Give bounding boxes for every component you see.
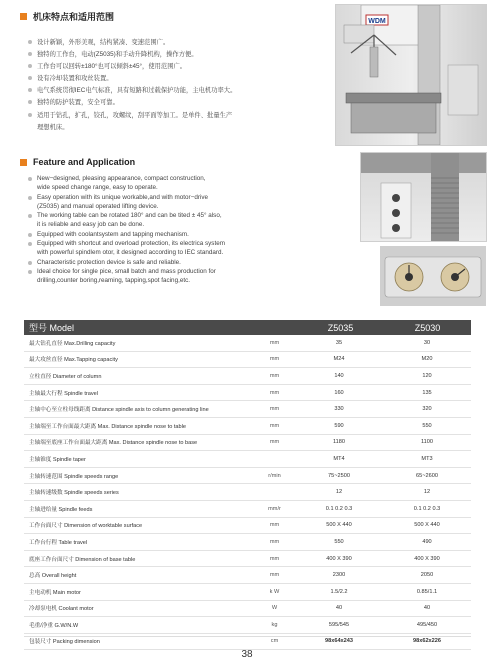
- table-row: [24, 534, 471, 551]
- table-row: [24, 335, 471, 352]
- spec-value-model2: 2050: [420, 572, 434, 579]
- en-feature-item: Equipped with coolantsystem and tapping mechanism.: [27, 230, 312, 239]
- spec-value-model1: 590: [334, 422, 344, 429]
- control-knobs-illustration: [381, 247, 485, 305]
- spec-value-model2: 120: [422, 372, 432, 379]
- en-feature-item: New−designed, pleasing appearance, compact construction,: [27, 174, 312, 183]
- cn-feature-item: 设计新颖，外形美观，结构紧凑、变速范围广。: [27, 37, 307, 49]
- table-row: [24, 435, 471, 452]
- spec-unit: mm: [269, 339, 280, 346]
- footer-divider: [24, 636, 471, 637]
- en-feature-item: with powerful spindlem otor, it designed according to IEC standard.: [37, 249, 224, 257]
- spec-table: [24, 320, 471, 650]
- table-row: [24, 451, 471, 468]
- header-model2: Z5030: [414, 322, 441, 333]
- spec-unit: mm/r: [268, 505, 281, 512]
- spec-value-model2: 495/450: [416, 621, 438, 628]
- spec-label: 主轴转速范围 Spindle speeds range: [29, 473, 119, 480]
- cn-feature-item: 设有冷却装置和攻丝装置。: [27, 73, 307, 85]
- spec-value-model2: MT3: [421, 455, 433, 462]
- spec-value-model2: 12: [423, 489, 431, 496]
- table-row: [24, 401, 471, 418]
- spec-value-model1: 550: [334, 538, 344, 545]
- table-row: [24, 601, 471, 618]
- cn-feature-item: 独特的工作台，电动(Z5035)和手动升降机构，操作方便。: [27, 49, 307, 61]
- table-row: [24, 584, 471, 601]
- cn-feature-item: 理想机床。: [37, 123, 69, 131]
- orange-square-icon: [20, 159, 27, 166]
- cn-section-title: [20, 10, 114, 23]
- en-feature-item: The working table can be rotated 180° and can be tited ± 45° also,: [27, 211, 312, 220]
- spec-value-model1: 500 X 440: [326, 522, 352, 529]
- page-number: 38: [241, 649, 253, 660]
- spec-label: 主轴最大行程 Spindle travel: [29, 390, 99, 397]
- spec-label: 主轴锥度 Spindle taper: [29, 456, 86, 463]
- spec-label: 主电动机 Main motor: [29, 589, 81, 596]
- spec-value-model1: 75~2500: [328, 472, 350, 479]
- table-row: [24, 551, 471, 568]
- en-feature-item: Easy operation with its unique workable,and with motor−drive: [27, 193, 312, 202]
- spec-value-model2: 550: [422, 422, 432, 429]
- table-row: [24, 418, 471, 435]
- spec-label: 冷却泵电机 Coolant motor: [29, 606, 94, 613]
- spec-label: 总高 Overall height: [29, 573, 77, 580]
- spec-label: 立柱直径 Diameter of column: [29, 373, 102, 380]
- spec-unit: W: [271, 605, 278, 612]
- control-panel-photo: [380, 246, 486, 306]
- spec-unit: k W: [269, 588, 280, 595]
- spec-value-model1: M24: [333, 356, 345, 363]
- table-row: [24, 368, 471, 385]
- spec-value-model2: 40: [423, 605, 431, 612]
- en-feature-item: (Z5035) and manual operated lifting device.: [37, 202, 159, 210]
- spec-value-model1: 140: [334, 372, 344, 379]
- spec-unit: mm: [269, 372, 280, 379]
- cn-feature-item: 电气系统贯彻IEC电气标准，具有短路和过载保护功能，主电机功率大。: [27, 85, 307, 97]
- en-section-title: [20, 157, 135, 167]
- en-feature-item: drilling,counter boring,reaming, tapping,spot facing,etc.: [37, 277, 190, 285]
- en-feature-item: wide speed change range, easy to operate.: [37, 184, 158, 192]
- spec-value-model2: 30: [423, 339, 431, 346]
- spec-unit: r/min: [268, 472, 281, 479]
- spec-label: 工作台面尺寸 Dimension of worktable surface: [29, 523, 143, 530]
- spec-value-model1: 160: [334, 389, 344, 396]
- spec-value-model2: 135: [422, 389, 432, 396]
- spec-unit: mm: [269, 522, 280, 529]
- spec-value-model2: 1100: [420, 439, 434, 446]
- spec-value-model2: 320: [422, 406, 432, 413]
- spec-table-header: [24, 320, 471, 335]
- spec-value-model1: 2300: [332, 572, 346, 579]
- spec-label: 最大攻丝直径 Max.Tapping capacity: [29, 357, 118, 364]
- table-row: [24, 501, 471, 518]
- spec-value-model2: 98x62x226: [413, 638, 441, 645]
- spec-value-model2: 65~2600: [416, 472, 438, 479]
- cn-feature-item: 工作台可以回转±180°也可以倾斜±45°，使用范围广。: [27, 61, 307, 73]
- cn-title-text: 机床特点和适用范围: [33, 12, 115, 22]
- en-feature-item: it is reliable and easy job can be done.: [37, 221, 145, 229]
- drill-press-illustration: [336, 5, 486, 145]
- spec-value-model2: 500 X 440: [414, 522, 440, 529]
- table-row: [24, 385, 471, 402]
- spec-label: 主轴进给量 Spindle feeds: [29, 506, 93, 513]
- spec-unit: mm: [269, 389, 280, 396]
- header-model-label: 型号 Model: [29, 323, 75, 333]
- spec-value-model2: 0.1 0.2 0.3: [413, 505, 441, 512]
- spec-value-model1: 0.1 0.2 0.3: [325, 505, 353, 512]
- spec-unit: cm: [270, 638, 279, 645]
- column-detail-photo: [360, 152, 487, 242]
- orange-square-icon: [20, 13, 27, 20]
- en-feature-item: Ideal choice for single pice, small batch and mass production for: [27, 267, 312, 276]
- en-feature-list: [27, 174, 312, 286]
- spec-unit: mm: [269, 439, 280, 446]
- spec-label: 包装尺寸 Packing dimension: [29, 639, 100, 646]
- spec-unit: mm: [269, 422, 280, 429]
- spec-value-model1: 595/545: [328, 621, 350, 628]
- cn-feature-item: 适用于钻孔，扩孔，铰孔，攻螺纹，刮平面等加工。是单件、批量生产: [27, 110, 307, 122]
- spec-label: 毛重/净重 G.W/N.W: [29, 622, 79, 629]
- spec-unit: mm: [269, 406, 280, 413]
- spec-value-model1: 40: [335, 605, 343, 612]
- spec-unit: mm: [269, 555, 280, 562]
- spec-label: 主轴中心至立柱母线距离 Distance spindle axis to column generating line: [29, 407, 209, 414]
- header-model1: Z5035: [327, 322, 354, 333]
- table-row: [24, 484, 471, 501]
- table-row: [24, 352, 471, 369]
- spec-unit: kg: [271, 621, 278, 628]
- spec-label: 最大钻孔直径 Max.Drilling capacity: [29, 340, 116, 347]
- spec-value-model1: 1180: [332, 439, 346, 446]
- en-title-text: Feature and Application: [33, 157, 136, 167]
- table-row: [24, 617, 471, 634]
- spec-value-model1: 98x64x243: [325, 638, 353, 645]
- badge-text: WDM: [368, 18, 386, 25]
- table-row: [24, 468, 471, 485]
- en-feature-item: Characteristic protection device is safe and reliable.: [27, 258, 312, 267]
- cn-feature-item: 独特的防护装置，安全可靠。: [27, 97, 307, 109]
- spec-value-model2: 490: [422, 538, 432, 545]
- spec-unit: mm: [269, 356, 280, 363]
- spec-value-model1: 1.5/2.2: [330, 588, 348, 595]
- machine-photo: [335, 4, 487, 146]
- spec-unit: mm: [269, 538, 280, 545]
- spec-label: 底座工作台面尺寸 Dimension of base table: [29, 556, 136, 563]
- spec-unit: mm: [269, 572, 280, 579]
- spec-table-body: [24, 335, 471, 650]
- spec-value-model2: 0.85/1.1: [416, 588, 438, 595]
- table-row: [24, 567, 471, 584]
- spec-label: 主轴端至底座工作台面最大距离 Max. Distance spindle nose to base: [29, 440, 198, 447]
- spec-value-model1: 400 X 390: [326, 555, 352, 562]
- spec-value-model1: 12: [335, 489, 343, 496]
- spec-label: 工作台行程 Table travel: [29, 539, 88, 546]
- spec-label: 主轴转速级数 Spindle speeds series: [29, 490, 119, 497]
- spec-label: 主轴端至工作台面最大距离 Max. Distance spindle nose to table: [29, 423, 186, 430]
- spec-value-model1: MT4: [333, 455, 345, 462]
- en-feature-item: Equipped with shortcut and overload protection, its electrica system: [27, 239, 312, 248]
- spec-value-model2: M20: [421, 356, 433, 363]
- cn-feature-list: [27, 37, 307, 134]
- column-detail-illustration: [361, 153, 486, 241]
- table-row: [24, 518, 471, 535]
- spec-value-model1: 35: [335, 339, 343, 346]
- spec-value-model1: 330: [334, 406, 344, 413]
- spec-value-model2: 400 X 390: [414, 555, 440, 562]
